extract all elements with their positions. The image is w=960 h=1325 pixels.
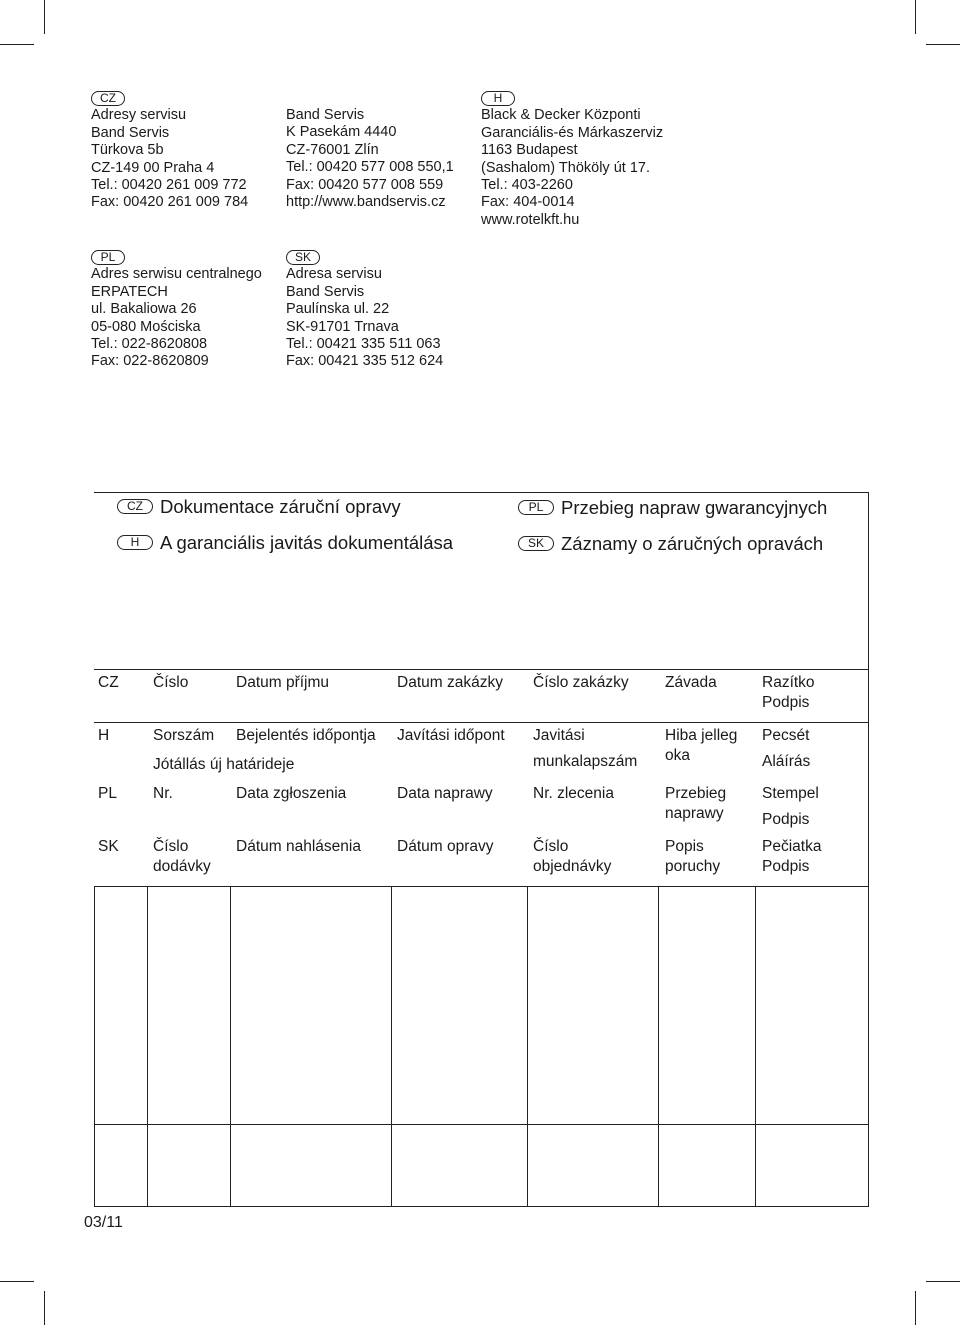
address-cz-branch	[286, 107, 454, 211]
crop-mark	[926, 44, 960, 45]
header-cell: Datum příjmu	[236, 674, 330, 691]
header-cell: Razítko	[762, 674, 815, 691]
header-lang-h: H	[98, 727, 110, 744]
header-cell: Bejelentés időpontja	[236, 727, 376, 744]
header-cell: Stempel	[762, 785, 819, 802]
address-line: Paulínska ul. 22	[286, 301, 390, 318]
address-line: Black & Decker Központi	[481, 107, 641, 124]
header-subcell: Jótállás új határideje	[153, 756, 295, 773]
address-line: Fax: 022-8620809	[91, 353, 209, 370]
header-cell: Nr. zlecenia	[533, 785, 614, 802]
address-cz-main	[91, 90, 248, 212]
address-line: ul. Bakaliowa 26	[91, 301, 197, 318]
address-line: Tel.: 403-2260	[481, 177, 573, 194]
table-column-divider	[755, 886, 756, 1207]
records-frame-top	[94, 492, 869, 493]
address-h	[481, 90, 663, 229]
address-line: Band Servis	[286, 107, 365, 123]
crop-mark	[915, 0, 916, 34]
header-cell: Podpis	[762, 811, 810, 828]
table-border-left	[94, 886, 95, 1207]
address-line: Tel.: 00420 577 008 550,1	[286, 159, 454, 176]
table-column-divider	[230, 886, 231, 1207]
table-border-top	[94, 669, 869, 670]
table-column-divider	[391, 886, 392, 1207]
country-badge-h: H	[481, 91, 515, 106]
address-line: Tel.: 00420 261 009 772	[91, 177, 247, 194]
country-badge-pl: PL	[518, 500, 554, 515]
address-link: http://www.bandservis.cz	[286, 194, 446, 211]
address-line: CZ-149 00 Praha 4	[91, 159, 215, 176]
table-border-right	[868, 669, 869, 1207]
document-code: 03/11	[84, 1214, 123, 1231]
header-cell: Závada	[665, 674, 717, 691]
address-line: Tel.: 00421 335 511 063	[286, 336, 441, 353]
records-title-text: Przebieg napraw gwarancyjnych	[561, 497, 828, 518]
header-cell: objednávky	[533, 858, 612, 875]
header-cell: Číslo	[153, 838, 189, 855]
address-line: Adresy servisu	[91, 107, 187, 124]
header-cell: Pečiatka	[762, 838, 822, 855]
crop-mark	[0, 44, 34, 45]
country-badge-pl: PL	[91, 250, 125, 265]
address-line: SK-91701 Trnava	[286, 318, 399, 335]
header-cell: Sorszám	[153, 727, 215, 744]
country-badge-h: H	[117, 535, 153, 550]
header-cell: Aláírás	[762, 753, 811, 770]
header-cell: Dátum opravy	[397, 838, 494, 855]
header-cell: Javitási	[533, 727, 585, 744]
header-cell: Datum zakázky	[397, 674, 503, 691]
address-line: Fax: 00420 261 009 784	[91, 194, 249, 211]
header-cell: Číslo	[533, 838, 569, 855]
header-cell: Podpis	[762, 694, 810, 711]
table-header-bottom	[94, 886, 869, 887]
address-line: Fax: 00420 577 008 559	[286, 176, 444, 193]
table-row-divider	[94, 1124, 869, 1125]
header-cell: poruchy	[665, 858, 721, 875]
header-cell: Javítási időpont	[397, 727, 505, 744]
crop-mark	[926, 1281, 960, 1282]
records-title-text: Dokumentace záruční opravy	[160, 496, 401, 517]
records-title-text: A garanciális javitás dokumentálása	[160, 532, 454, 553]
header-cell: oka	[665, 747, 690, 764]
crop-mark	[44, 0, 45, 34]
table-column-divider	[527, 886, 528, 1207]
country-badge-cz: CZ	[91, 91, 125, 106]
table-column-divider	[658, 886, 659, 1207]
address-link: www.rotelkft.hu	[481, 211, 580, 228]
table-column-divider	[147, 886, 148, 1207]
header-cell: Číslo zakázky	[533, 674, 629, 691]
table-border-bottom	[94, 1206, 869, 1207]
header-cell: naprawy	[665, 805, 724, 822]
records-frame-right	[868, 492, 869, 670]
address-line: Adres serwisu centralnego	[91, 266, 262, 283]
records-title-cz	[117, 496, 401, 518]
address-line: 1163 Budapest	[481, 142, 578, 159]
address-line: (Sashalom) Thököly út 17.	[481, 159, 650, 176]
header-cell: Dátum nahlásenia	[236, 838, 361, 855]
address-line: Garanciális-és Márkaszerviz	[481, 124, 664, 141]
header-cell: Podpis	[762, 858, 810, 875]
address-line: ERPATECH	[91, 283, 168, 300]
header-cell: munkalapszám	[533, 753, 638, 770]
country-badge-cz: CZ	[117, 499, 153, 514]
address-pl	[91, 249, 262, 371]
address-line: Türkova 5b	[91, 142, 164, 159]
crop-mark	[915, 1291, 916, 1325]
address-line: Band Servis	[91, 124, 170, 141]
address-line: K Pasekám 4440	[286, 124, 397, 141]
header-cell: Nr.	[153, 785, 173, 802]
address-line: 05-080 Mościska	[91, 318, 201, 335]
address-line: Band Servis	[286, 283, 365, 300]
records-title-text: Záznamy o záručných opravách	[561, 533, 824, 554]
header-cell: Číslo	[153, 674, 189, 691]
address-line: Fax: 00421 335 512 624	[286, 353, 444, 370]
header-cell: Data zgłoszenia	[236, 785, 347, 802]
crop-mark	[44, 1291, 45, 1325]
header-cell: dodávky	[153, 858, 211, 875]
address-sk	[286, 249, 443, 371]
address-line: CZ-76001 Zlín	[286, 141, 379, 158]
address-line: Fax: 404-0014	[481, 194, 575, 211]
country-badge-sk: SK	[286, 250, 320, 265]
records-title-h	[117, 532, 453, 554]
header-cell: Data naprawy	[397, 785, 493, 802]
address-line: Tel.: 022-8620808	[91, 336, 208, 353]
header-cell: Popis	[665, 838, 704, 855]
header-lang-sk: SK	[98, 838, 119, 855]
header-cell: Pecsét	[762, 727, 810, 744]
header-lang-cz: CZ	[98, 674, 119, 691]
country-badge-sk: SK	[518, 536, 554, 551]
crop-mark	[0, 1281, 34, 1282]
table-row-divider	[94, 722, 869, 723]
header-cell: Hiba jelleg	[665, 727, 738, 744]
records-title-sk	[518, 533, 823, 555]
header-cell: Przebieg	[665, 785, 727, 802]
records-title-pl	[518, 497, 827, 519]
header-lang-pl: PL	[98, 785, 117, 802]
address-line: Adresa servisu	[286, 266, 382, 283]
